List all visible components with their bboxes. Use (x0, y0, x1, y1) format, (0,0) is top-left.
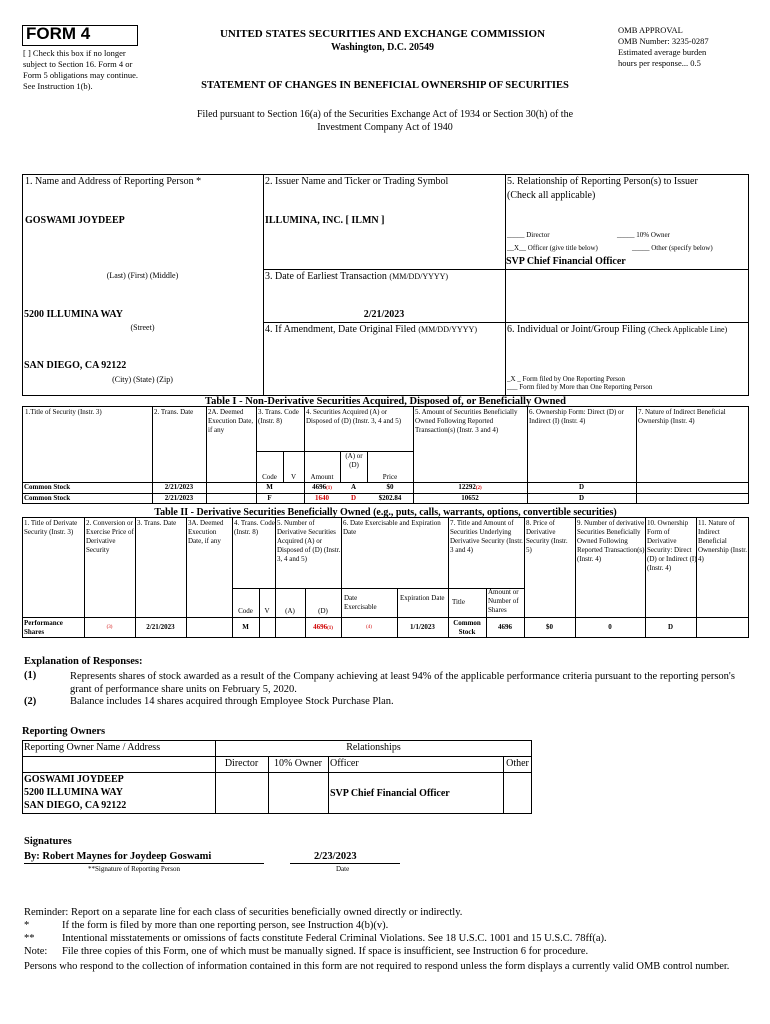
explanation-text1: Represents shares of stock awarded as a result of the Company achieving at least 94% of the applicable performance criteria pursuant to the reporting person's grant of performance share units on February 5, 2020. (70, 671, 735, 695)
t1-h5: 5. Amount of Securities Beneficially Owned Following Reported Transaction(s) (Instr. 3 and 4) (415, 408, 518, 434)
t2-h2: 2. Conversion or Exercise Price of Derivative Security (86, 519, 134, 554)
signature-date-label: Date (336, 865, 350, 873)
table-row: Common Stock (24, 483, 71, 491)
t2-price: $0 (546, 623, 553, 631)
t1-r1-ad: A (350, 483, 357, 491)
explanation-title: Explanation of Responses: (24, 656, 143, 667)
owners-col-officer: Officer (330, 758, 359, 769)
t2-h3a: 3A. Deemed Execution Date, if any (188, 519, 224, 545)
omb-title: OMB APPROVAL (618, 25, 683, 35)
owners-col-director: Director (224, 758, 259, 769)
t2-disposed-fn[interactable]: (1) (327, 626, 333, 631)
t2-h1: 1. Title of Derivate Security (Instr. 3) (24, 519, 78, 536)
issuer-value: ILLUMINA, INC. [ ILMN ] (265, 215, 385, 226)
t1-r1-owned (413, 483, 527, 493)
t1-sub-v: V (290, 473, 297, 481)
omb-burden-2: hours per response... 0.5 (618, 58, 701, 68)
signature-date: 2/23/2023 (314, 851, 357, 862)
individual-joint-sub: (Check Applicable Line) (648, 325, 728, 334)
t2-exercisable[interactable]: (4) (366, 625, 372, 630)
filed-pursuant-1: Filed pursuant to Section 16(a) of the Securities Exchange Act of 1934 or Section 30(h) of the (196, 109, 574, 120)
t2-sub-d: (D) (318, 607, 328, 615)
t1-r2-owned: 10652 (461, 494, 479, 502)
t2-h11: 11. Nature of Indirect Beneficial Ownership (Instr. 4) (698, 519, 747, 563)
t2-underlying-title: Common Stock (453, 619, 481, 636)
t1-r1-amount-fn[interactable]: (1) (326, 486, 332, 491)
relationship-sub: (Check all applicable) (507, 190, 596, 201)
t1-r2-date: 2/21/2023 (164, 494, 194, 502)
explanation-text2: Balance includes 14 shares acquired through Employee Stock Purchase Plan. (70, 696, 394, 707)
city-label: (City) (State) (Zip) (112, 375, 173, 384)
individual-joint-label-text: 6. Individual or Joint/Group Filing (507, 324, 646, 335)
t1-r2-ad: D (350, 494, 357, 502)
t2-sub-amount: Amount or Number of Shares (488, 588, 519, 614)
owners-col-other: Other (506, 758, 529, 769)
individual-joint-label (507, 324, 747, 336)
t2-h3: 3. Trans. Date (137, 519, 177, 527)
t2-sub-exercisable: Date Exercisable (344, 594, 377, 611)
amendment-label (265, 324, 477, 335)
table-row: Performance Shares (24, 619, 63, 636)
signatures-title: Signatures (24, 836, 72, 847)
t1-r1-code: M (266, 483, 273, 491)
t2-code: M (242, 623, 249, 631)
t1-sub-code: Code (262, 473, 277, 481)
t2-h10: 10. Ownership Form of Derivative Security: Direct (D) or Indirect (I) (Instr. 4) (647, 519, 697, 572)
t1-h2a: 2A. Deemed Execution Date, if any (208, 408, 254, 434)
officer-option[interactable]: __X__ Officer (give title below) (507, 244, 598, 252)
t2-disposed (305, 623, 341, 633)
omb-number: OMB Number: 3235-0287 (618, 36, 709, 46)
ten-percent-owner-option[interactable]: _____ 10% Owner (617, 231, 670, 239)
earliest-transaction-label (265, 271, 448, 282)
t2-h7: 7. Title and Amount of Securities Underlying Derivative Security (Instr. 3 and 4) (450, 519, 523, 554)
relationship-label: 5. Relationship of Reporting Person(s) to Issuer (507, 176, 698, 187)
t2-underlying-amount: 4696 (498, 623, 512, 631)
form-title: FORM 4 (26, 24, 91, 43)
t1-r1-owned-value: 12292 (458, 483, 476, 491)
reporting-person-label: 1. Name and Address of Reporting Person * (25, 176, 202, 187)
footnote-star2: Intentional misstatements or omissions of facts constitute Federal Criminal Violations. See 18 U.S.C. 1001 and 15 U.S.C. 78ff(a). (62, 933, 607, 944)
street-label: (Street) (130, 323, 155, 332)
t1-r2-form: D (578, 494, 585, 502)
footnote-star2-mark: ** (24, 933, 35, 944)
t2-form: D (667, 623, 674, 631)
t1-r1-amount (304, 483, 340, 493)
t2-h4: 4. Trans. Code (Instr. 8) (234, 519, 275, 536)
city-state-zip: SAN DIEGO, CA 92122 (24, 360, 127, 371)
check-box-note[interactable]: [ ] Check this box if no longer subject to Section 16. Form 4 or Form 5 obligations may continue. See Instruction 1(b). (23, 48, 138, 91)
t2-h9: 9. Number of derivative Securities Beneficially Owned Following Reported Transaction(s) (Instr. 4) (577, 519, 645, 563)
t1-r2-amount: 1640 (315, 494, 329, 502)
amendment-label-text: 4. If Amendment, Date Original Filed (265, 324, 416, 335)
footnote-star1-mark: * (24, 920, 30, 931)
t2-sub-title: Title (452, 598, 465, 606)
table1-title: Table I - Non-Derivative Securities Acquired, Disposed of, or Beneficially Owned (205, 396, 566, 407)
explanation-n1: (1) (24, 670, 37, 681)
t2-sub-expiration: Expiration Date (400, 594, 445, 602)
t1-sub-price: Price (382, 473, 398, 481)
t1-sub-aord: (A) or (D) (345, 452, 363, 469)
owner-name: GOSWAMI JOYDEEP (24, 774, 124, 785)
amendment-format: (MM/DD/YYYY) (418, 325, 477, 334)
signature-label: **Signature of Reporting Person (88, 865, 180, 873)
footnote-star1: If the form is filed by more than one reporting person, see Instruction 4(b)(v). (62, 920, 389, 931)
t2-owned: 0 (608, 623, 612, 631)
signature-by: By: Robert Maynes for Joydeep Goswami (24, 851, 212, 862)
name-parts-label: (Last) (First) (Middle) (106, 271, 179, 280)
owner-addr1: 5200 ILLUMINA WAY (24, 787, 123, 798)
reminder-text: Reminder: Report on a separate line for each class of securities beneficially owned directly or indirectly. (24, 907, 463, 918)
t2-h5: 5. Number of Derivative Securities Acquired (A) or Disposed of (D) (Instr. 3, 4 and 5) (277, 519, 341, 563)
t1-h1: 1.Title of Security (Instr. 3) (25, 408, 102, 416)
table-row: Common Stock (24, 494, 71, 502)
footnote-note: File three copies of this Form, one of which must be manually signed. If space is insufficient, see Instruction 6 for procedure. (62, 946, 589, 957)
footnote-note-mark: Note: (24, 946, 48, 957)
t1-h3: 3. Trans. Code (Instr. 8) (258, 408, 299, 425)
t1-r1-form: D (578, 483, 585, 491)
owners-col-name: Reporting Owner Name / Address (24, 742, 161, 753)
t2-sub-code: Code (238, 607, 253, 615)
director-option[interactable]: _____ Director (507, 231, 550, 239)
owner-officer-title: SVP Chief Financial Officer (330, 788, 450, 799)
reporting-person-name: GOSWAMI JOYDEEP (25, 215, 125, 226)
top-boxes-frame (22, 174, 749, 396)
t1-r1-price: $0 (386, 483, 394, 491)
t2-expiration: 1/1/2023 (410, 623, 435, 631)
t2-disposed-value: 4696 (313, 623, 328, 631)
agency-location: Washington, D.C. 20549 (330, 42, 435, 53)
earliest-transaction-format: (MM/DD/YYYY) (389, 272, 449, 281)
earliest-transaction-label-text: 3. Date of Earliest Transaction (265, 271, 387, 282)
owners-col-relationships: Relationships (346, 742, 401, 753)
t1-r2-code: F (267, 494, 272, 502)
officer-title: SVP Chief Financial Officer (506, 256, 626, 267)
owners-title: Reporting Owners (22, 726, 106, 737)
t1-h2: 2. Trans. Date (154, 408, 194, 416)
t1-r1-amount-value: 4696 (312, 483, 327, 491)
owners-col-owner: 10% Owner (273, 758, 323, 769)
t1-h4: 4. Securities Acquired (A) or Disposed of (D) (Instr. 3, 4 and 5) (306, 408, 402, 425)
table2-title: Table II - Derivative Securities Beneficially Owned (e.g., puts, calls, warrants, options, convertible securities) (154, 507, 617, 518)
omb-approval (618, 25, 709, 69)
t2-date: 2/21/2023 (146, 623, 175, 631)
t1-sub-amount: Amount (310, 473, 334, 481)
issuer-label: 2. Issuer Name and Ticker or Trading Symbol (265, 176, 449, 187)
more-persons-option[interactable]: ___ Form filed by More than One Reporting Person (507, 383, 653, 391)
t2-h6: 6. Date Exercisable and Expiration Date (343, 519, 441, 536)
statement-title: STATEMENT OF CHANGES IN BENEFICIAL OWNERSHIP OF SECURITIES (201, 80, 569, 91)
one-person-option[interactable]: _X _ Form filed by One Reporting Person (507, 375, 626, 383)
street-address: 5200 ILLUMINA WAY (24, 309, 123, 320)
earliest-transaction-date: 2/21/2023 (363, 309, 405, 320)
persons-notice: Persons who respond to the collection of information contained in this form are not required to respond unless the form displays a currently valid OMB control number. (24, 961, 730, 972)
explanation-n2: (2) (24, 696, 37, 707)
omb-burden-1: Estimated average burden (618, 47, 707, 57)
t2-h8: 8. Price of Derivative Security (Instr. 5) (526, 519, 568, 554)
t2-conversion[interactable]: (3) (106, 625, 113, 630)
t1-r2-price: $202.84 (378, 494, 402, 502)
t2-sub-a: (A) (285, 607, 295, 615)
owner-addr2: SAN DIEGO, CA 92122 (24, 800, 127, 811)
t1-h7: 7. Nature of Indirect Beneficial Ownership (Instr. 4) (638, 408, 726, 425)
t2-sub-v: V (264, 607, 270, 615)
t1-r1-owned-fn[interactable]: (2) (475, 486, 482, 491)
filed-pursuant-2: Investment Company Act of 1940 (317, 122, 453, 133)
other-option[interactable]: _____ Other (specify below) (632, 244, 713, 252)
t1-h6: 6. Ownership Form: Direct (D) or Indirect (I) (Instr. 4) (529, 408, 624, 425)
agency-name: UNITED STATES SECURITIES AND EXCHANGE COMMISSION (219, 28, 546, 40)
t1-r1-date: 2/21/2023 (164, 483, 194, 491)
